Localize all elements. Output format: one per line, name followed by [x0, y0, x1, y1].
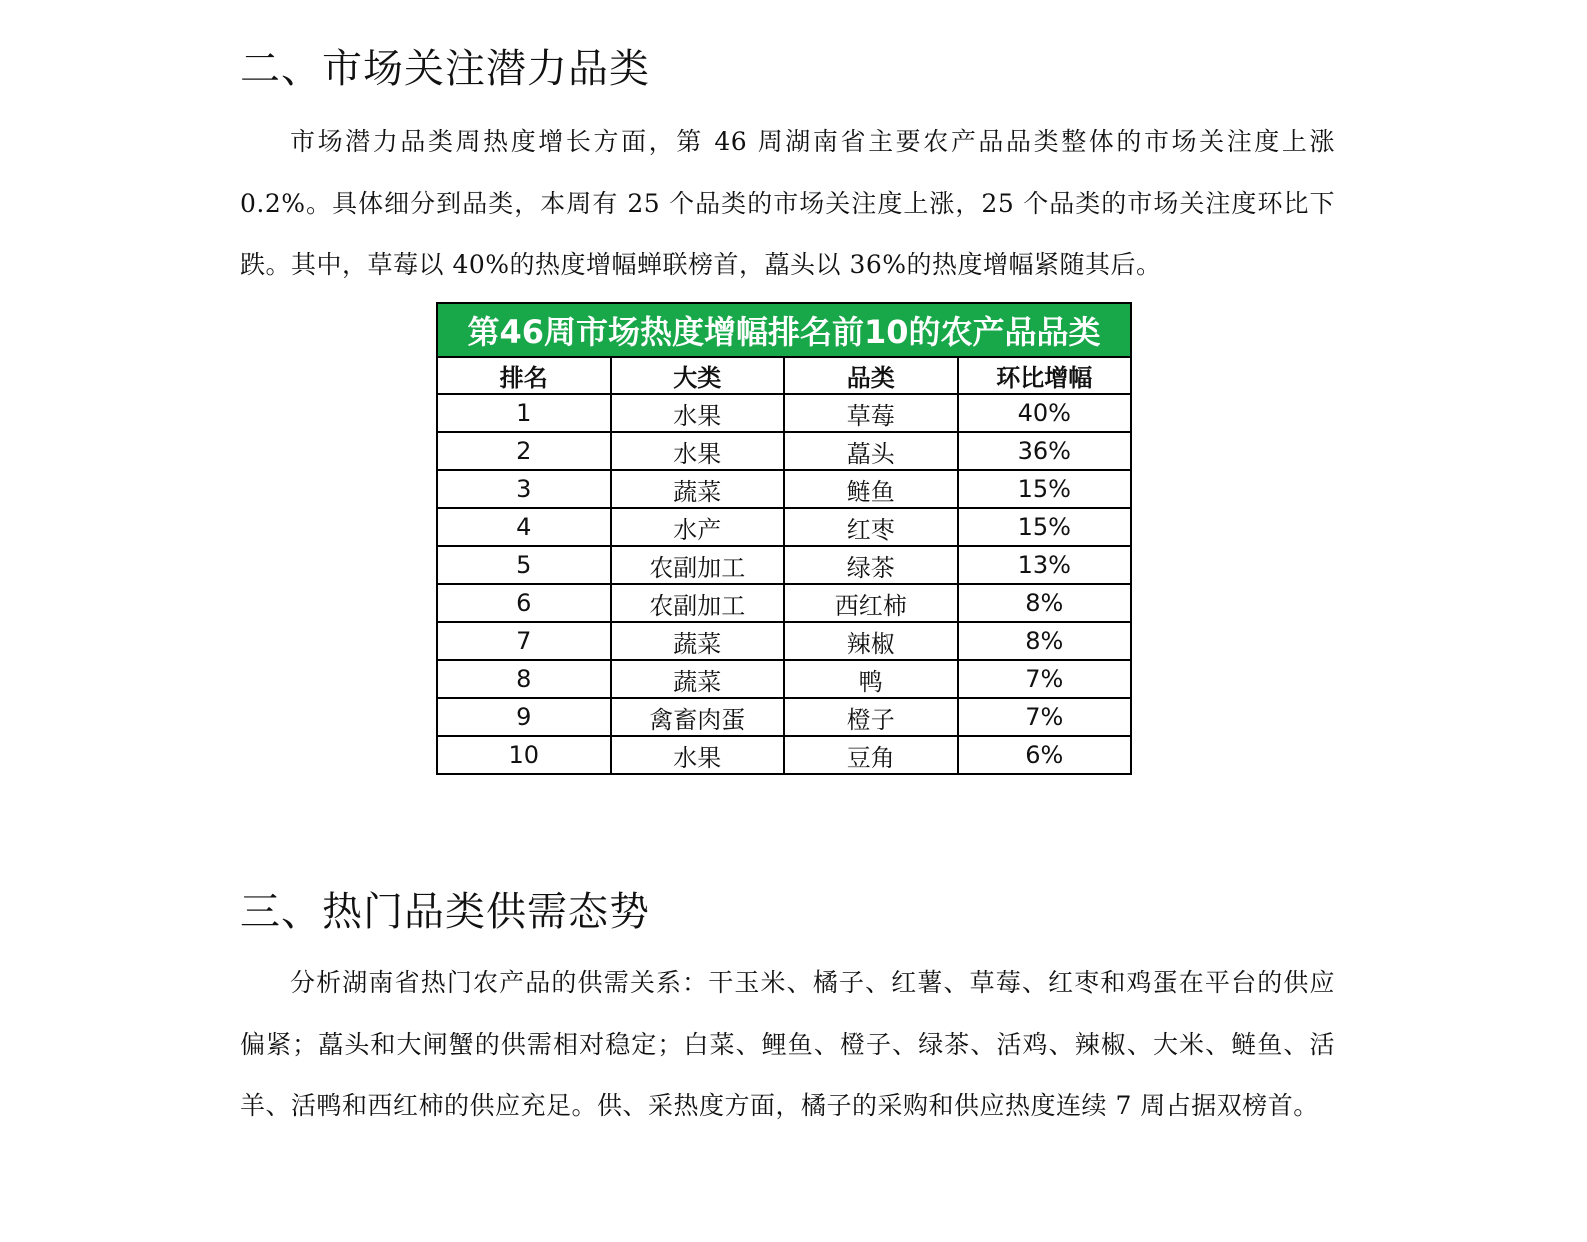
section-3-heading: 三、热门品类供需态势: [240, 889, 650, 935]
section-3-paragraph: 分析湖南省热门农产品的供需关系：干玉米、橘子、红薯、草莓、红枣和鸡蛋在平台的供应偏紧；藠头和大闸蟹的供需相对稳定；白菜、鲤鱼、橙子、绿茶、活鸡、辣椒、大米、鲢鱼、活羊、活鸭和西红柿的供应充足。供、采热度方面，橘子的采购和供应热度连续 7 周占据双榜首。: [240, 968, 1335, 1120]
ranking-table-container: [436, 302, 1132, 775]
category-cell: 蔬菜: [611, 660, 785, 698]
growth-cell: 15%: [958, 470, 1132, 508]
section-2-heading: 二、市场关注潜力品类: [240, 46, 650, 92]
rank-cell: 9: [437, 698, 611, 736]
table-row: [437, 698, 1131, 736]
column-header-category: 大类: [611, 357, 785, 394]
category-cell: 水果: [611, 736, 785, 774]
growth-cell: 36%: [958, 432, 1132, 470]
category-cell: 水果: [611, 432, 785, 470]
product-cell: 草莓: [784, 394, 958, 432]
growth-cell: 7%: [958, 660, 1132, 698]
table-row: [437, 622, 1131, 660]
growth-cell: 15%: [958, 508, 1132, 546]
rank-cell: 1: [437, 394, 611, 432]
table-row: [437, 584, 1131, 622]
column-header-rank: 排名: [437, 357, 611, 394]
category-cell: 蔬菜: [611, 622, 785, 660]
section-2-paragraph: 市场潜力品类周热度增长方面，第 46 周湖南省主要农产品品类整体的市场关注度上涨 0.2%。具体细分到品类，本周有 25 个品类的市场关注度上涨，25 个品类的市场关注度环比下跌。其中，草莓以 40%的热度增幅蝉联榜首，藠头以 36%的热度增幅紧随其后。: [240, 127, 1335, 279]
product-cell: 藠头: [784, 432, 958, 470]
product-cell: 红枣: [784, 508, 958, 546]
growth-cell: 40%: [958, 394, 1132, 432]
product-cell: 辣椒: [784, 622, 958, 660]
rank-cell: 3: [437, 470, 611, 508]
column-header-product: 品类: [784, 357, 958, 394]
rank-cell: 4: [437, 508, 611, 546]
rank-cell: 10: [437, 736, 611, 774]
column-header-growth: 环比增幅: [958, 357, 1132, 394]
product-cell: 豆角: [784, 736, 958, 774]
product-cell: 橙子: [784, 698, 958, 736]
table-row: [437, 736, 1131, 774]
product-cell: 绿茶: [784, 546, 958, 584]
category-cell: 农副加工: [611, 584, 785, 622]
category-cell: 水产: [611, 508, 785, 546]
table-row: [437, 394, 1131, 432]
category-cell: 农副加工: [611, 546, 785, 584]
category-cell: 禽畜肉蛋: [611, 698, 785, 736]
table-title: 第46周市场热度增幅排名前10的农产品品类: [437, 303, 1131, 357]
product-cell: 鲢鱼: [784, 470, 958, 508]
category-cell: 水果: [611, 394, 785, 432]
category-cell: 蔬菜: [611, 470, 785, 508]
rank-cell: 5: [437, 546, 611, 584]
rank-cell: 7: [437, 622, 611, 660]
table-row: [437, 508, 1131, 546]
ranking-table: [436, 302, 1132, 775]
product-cell: 鸭: [784, 660, 958, 698]
growth-cell: 8%: [958, 622, 1132, 660]
growth-cell: 13%: [958, 546, 1132, 584]
rank-cell: 8: [437, 660, 611, 698]
product-cell: 西红柿: [784, 584, 958, 622]
growth-cell: 6%: [958, 736, 1132, 774]
growth-cell: 8%: [958, 584, 1132, 622]
table-header-row: [437, 357, 1131, 394]
rank-cell: 6: [437, 584, 611, 622]
table-row: [437, 546, 1131, 584]
table-row: [437, 470, 1131, 508]
rank-cell: 2: [437, 432, 611, 470]
table-row: [437, 660, 1131, 698]
table-row: [437, 432, 1131, 470]
growth-cell: 7%: [958, 698, 1132, 736]
